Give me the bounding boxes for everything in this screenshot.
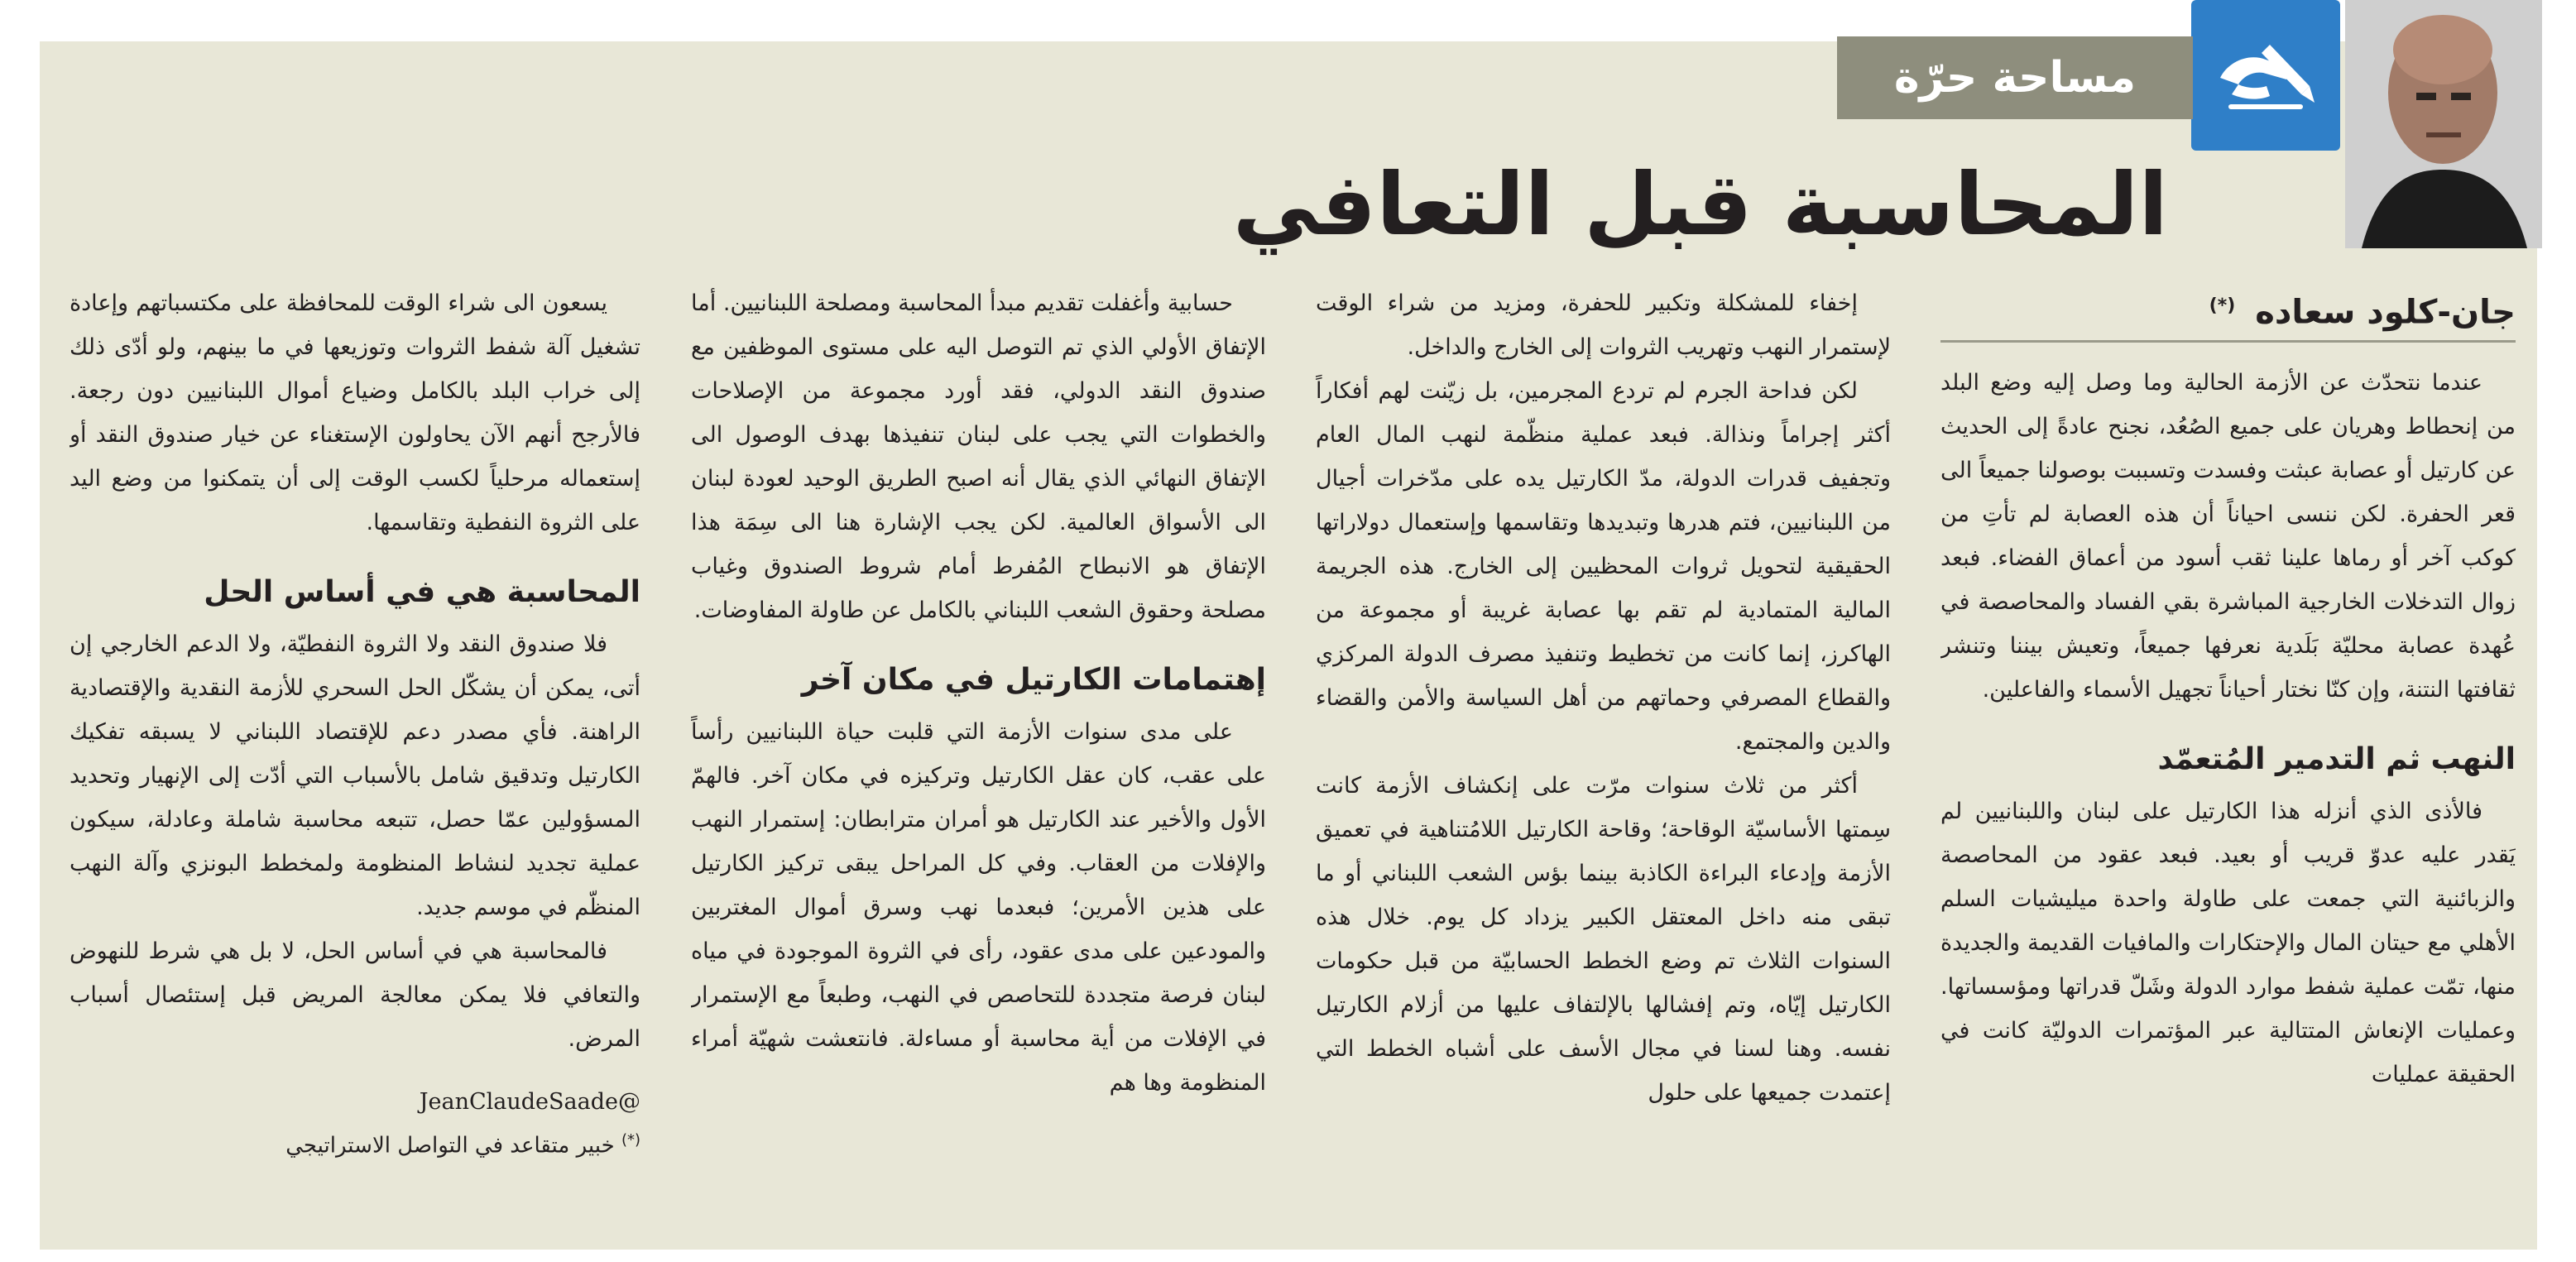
paragraph: فالأذى الذي أنزله هذا الكارتيل على لبنان واللبنانيين لم يَقدر عليه عدوّ قريب أو بعيد. فبعد عقود من المحاصصة والزبائنية التي جمعت على طاولة واحدة ميليشيات السلم الأهلي مع حيتان المال والإحتكارات والمافيات القديمة والجديدة منها، تمّت عملية شفط موارد الدولة وشَلّ قدراتها ومؤسساتها. وعمليات الإنعاش المتتالية عبر المؤتمرات الدوليّة كانت في الحقيقة عمليات — [1940, 799, 2516, 1088]
paragraph: يسعون الى شراء الوقت للمحافظة على مكتسباتهم وإعادة تشغيل آلة شفط الثروات وتوزيعها في ما بينهم، ولو أدّى ذلك إلى خراب البلد بالكامل وضياع أموال اللبنانيين دون رجعة. فالأرجح أنهم الآن يحاولون الإستغناء عن خيار صندوق النقد أو إستعماله مرحلياً لكسب الوقت إلى أن يتمكنوا من وضع اليد على الثروة النفطية وتقاسمها. — [70, 290, 640, 535]
section-banner-label: مساحة حرّة — [1893, 53, 2137, 103]
author-note-text: خبير متقاعد في التواصل الاستراتيجي — [285, 1133, 615, 1159]
paragraph: أكثر من ثلاث سنوات مرّت على إنكشاف الأزمة كانت سِمتها الأساسيّة الوقاحة؛ وقاحة الكارتيل اللامُتناهية في تعميق الأزمة وإدعاء البراءة الكاذبة بينما بؤس الشعب اللبناني أو ما تبقى منه داخل المعتقل الكبير يزداد كل يوم. خلال هذه السنوات الثلاث تم وضع الخطط الحسابيّة من قبل حكومات الكارتيل إيّاه، وتم إفشالها بالإلتفاف عليها من أزلام الكارتيل نفسه. وهنا لسنا في مجال الأسف على أشباه الخطط التي إعتمدت جميعها على حلول — [1316, 773, 1891, 1106]
subheading: المحاسبة هي في أساس الحل — [204, 575, 640, 609]
author-note-mark: (*) — [621, 1131, 640, 1149]
article-headline: المحاسبة قبل التعافي — [1232, 154, 2168, 255]
section-logo — [2191, 0, 2340, 151]
author-byline — [1940, 281, 2516, 337]
subheading: النهب ثم التدمير المُتعمّد — [2157, 742, 2516, 777]
subheading: إهتمامات الكارتيل في مكان آخر — [801, 663, 1266, 697]
article-column-1 — [1940, 281, 2516, 1233]
author-photo — [2345, 0, 2542, 248]
paragraph: فلا صندوق النقد ولا الثروة النفطيّة، ولا الدعم الخارجي إن أتى، يمكن أن يشكّل الحل السحري للأزمة النقدية والإقتصادية الراهنة. فأي مصدر دعم للإقتصاد اللبناني لا يسبقه تفكيك الكارتيل وتدقيق شامل بالأسباب التي أدّت إلى الإنهيار وتحديد المسؤولين عمّا حصل، تتبعه محاسبة شاملة وعادلة، سيكون عملية تجديد لنشاط المنظومة ولمخطط البونزي وآلة النهب المنظّم في موسم جديد. — [70, 631, 640, 920]
author-footnote-mark: (*) — [2209, 295, 2236, 316]
author-handle: JeanClaudeSaade@ — [419, 1089, 640, 1115]
section-banner — [1837, 36, 2193, 119]
paragraph: فالمحاسبة هي في أساس الحل، لا بل هي شرط للنهوض والتعافي فلا يمكن معالجة المريض قبل إستئصال أسباب المرض. — [70, 938, 640, 1052]
author-name: جان-كلود سعاده — [2255, 293, 2516, 332]
article-column-2 — [1316, 281, 1891, 1233]
article-column-4 — [70, 281, 640, 1233]
paragraph: عندما نتحدّث عن الأزمة الحالية وما وصل إليه وضع البلد من إنحطاط وهريان على جميع الصُعُد، نجنح عادةً إلى الحديث عن كارتيل أو عصابة عبثت وفسدت وتسببت بوصولنا جميعاً الى قعر الحفرة. لكن ننسى احياناً أن هذه العصابة لم تأتِ من كوكب آخر أو رماها علينا ثقب أسود من أعماق الفضاء. فبعد زوال التدخلات الخارجية المباشرة بقي الفساد والمحاصصة في عُهدة عصابة محليّة بَلَدية نعرفها جميعاً، وتعيش بيننا وتنشر ثقافتها النتنة، وإن كنّا نختار أحياناً تجهيل الأسماء والفاعلين. — [1940, 370, 2516, 703]
hand-writing-pen-icon — [2212, 28, 2319, 122]
paragraph: على مدى سنوات الأزمة التي قلبت حياة اللبنانيين رأساً على عقب، كان عقل الكارتيل وتركيزه في مكان آخر. فالهمّ الأول والأخير عند الكارتيل هو أمران مترابطان: إستمرار النهب والإفلات من العقاب. وفي كل المراحل يبقى تركيز الكارتيل على هذين الأمرين؛ فبعدما نهب وسرق أموال المغتربين والمودعين على مدى عقود، رأى في الثروة الموجودة في مياه لبنان فرصة متجددة للتحاصص في النهب، وطبعاً مع الإستمرار في الإفلات من أية محاسبة أو مساءلة. فانتعشت شهيّة أمراء المنظومة وها هم — [691, 719, 1266, 1096]
byline-divider — [1940, 340, 2516, 343]
article-column-3 — [691, 281, 1266, 1233]
paragraph: إخفاء للمشكلة وتكبير للحفرة، ومزيد من شراء الوقت لإستمرار النهب وتهريب الثروات إلى الخارج والداخل. — [1316, 290, 1891, 360]
paragraph: لكن فداحة الجرم لم تردع المجرمين، بل زيّنت لهم أفكاراً أكثر إجراماً ونذالة. فبعد عملية منظّمة لنهب المال العام وتجفيف قدرات الدولة، مدّ الكارتيل يده على مدّخرات أجيال من اللبنانيين، فتم هدرها وتبديدها وتقاسمها وإستعمال دولاراتها الحقيقية لتحويل ثروات المحظيين إلى الخارج. هذه الجريمة المالية المتمادية لم تقم بها عصابة غريبة أو مجموعة من الهاكرز، إنما كانت من تخطيط وتنفيذ مصرف الدولة المركزي والقطاع المصرفي وحماتهم من أهل السياسة والأمن والقضاء والدين والمجتمع. — [1316, 378, 1891, 755]
paragraph: حسابية وأغفلت تقديم مبدأ المحاسبة ومصلحة اللبنانيين. أما الإتفاق الأولي الذي تم التوصل اليه على مستوى الموظفين مع صندوق النقد الدولي، فقد أورد مجموعة من الإصلاحات والخطوات التي يجب على لبنان تنفيذها بهدف الوصول الى الإتفاق النهائي الذي يقال أنه اصبح الطريق الوحيد لعودة لبنان الى الأسواق العالمية. لكن يجب الإشارة هنا الى سِمَة هذا الإتفاق هو الانبطاح المُفرط أمام شروط الصندوق وغياب مصلحة وحقوق الشعب اللبناني بالكامل عن طاولة المفاوضات. — [691, 290, 1266, 623]
author-note — [70, 1122, 640, 1164]
